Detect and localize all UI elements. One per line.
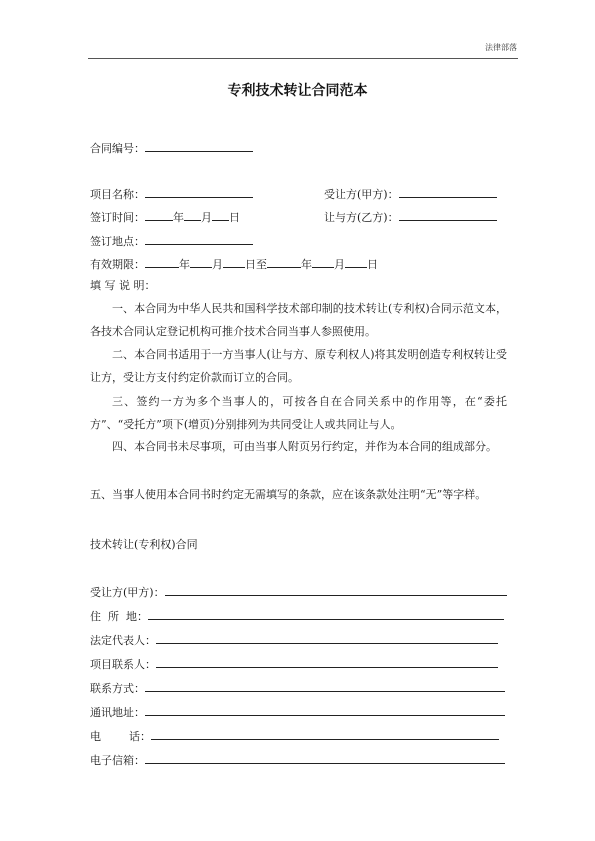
- header-divider: [88, 58, 518, 59]
- party-field-label: 联系方式：: [90, 682, 145, 695]
- sign-place-row: [90, 233, 253, 249]
- party-field-input[interactable]: [145, 752, 505, 764]
- party-field-input[interactable]: [165, 584, 507, 596]
- party-field-label: 受让方(甲方)：: [90, 586, 165, 599]
- validity-end-day-unit: 日: [367, 258, 378, 271]
- instruction-item-3: 三、签约一方为多个当事人的，可按各自在合同关系中的作用等，在“委托方”、“受托方”项下(增页)分别排列为共同受让人或共同让与人。: [90, 395, 507, 431]
- party-field-input[interactable]: [148, 608, 504, 620]
- instruction-item-1: 一、本合同为中华人民共和国科学技术部印制的技术转让(专利权)合同示范文本，各技术合同认定登记机构可推介技术合同当事人参照使用。: [90, 302, 507, 338]
- sign-month-unit: 月: [201, 211, 212, 224]
- party-field-input[interactable]: [145, 704, 505, 716]
- validity-start-month-unit: 月: [212, 258, 223, 271]
- page-title: 专利技术转让合同范本: [227, 83, 368, 99]
- instructions-heading: [90, 279, 156, 293]
- validity-end-month-unit: 月: [334, 258, 345, 271]
- party-field-label: 住 所 地：: [90, 610, 148, 623]
- contract-number-label: 合同编号：: [90, 142, 145, 155]
- party-field-row: [90, 632, 498, 648]
- party-field-input[interactable]: [156, 632, 498, 644]
- sign-day-unit: 日: [229, 211, 240, 224]
- transferee-label: 受让方(甲方)：: [324, 188, 399, 201]
- party-field-row: [90, 752, 505, 768]
- project-name-field[interactable]: [145, 186, 253, 198]
- party-field-row: [90, 728, 499, 744]
- instructions-heading-text: 填 写 说 明：: [90, 279, 156, 292]
- sign-place-label: 签订地点：: [90, 235, 145, 248]
- sign-time-label: 签订时间：: [90, 211, 145, 224]
- party-field-input[interactable]: [151, 728, 499, 740]
- validity-start-day-field[interactable]: [223, 256, 245, 268]
- sign-year-unit: 年: [173, 211, 184, 224]
- validity-to: 至: [256, 258, 267, 271]
- party-field-label: 电子信箱：: [90, 754, 145, 767]
- sign-month-field[interactable]: [184, 209, 201, 221]
- project-name-row: [90, 186, 253, 202]
- party-field-label: 电 话：: [90, 730, 151, 743]
- instruction-item-2: 二、本合同书适用于一方当事人(让与方、原专利权人)将其发明创造专利权转让受让方，受让方支付约定价款而订立的合同。: [90, 348, 507, 384]
- transferee-row: [324, 186, 497, 202]
- party-field-row: [90, 584, 507, 600]
- sign-time-row: [90, 209, 240, 225]
- project-name-label: 项目名称：: [90, 188, 145, 201]
- validity-end-day-field[interactable]: [345, 256, 367, 268]
- party-field-row: [90, 704, 505, 720]
- validity-end-year-unit: 年: [301, 258, 312, 271]
- validity-start-day-unit: 日: [245, 258, 256, 271]
- validity-label: 有效期限：: [90, 258, 145, 271]
- party-field-input[interactable]: [145, 680, 505, 692]
- party-field-row: [90, 608, 504, 624]
- party-field-label: 法定代表人：: [90, 634, 156, 647]
- instruction-item-5: 五、当事人使用本合同书时约定无需填写的条款，应在该条款处注明“无”等字样。: [90, 488, 487, 501]
- contract-number-field[interactable]: [145, 140, 253, 152]
- sign-place-field[interactable]: [145, 233, 253, 245]
- party-field-input[interactable]: [156, 656, 498, 668]
- party-field-row: [90, 680, 505, 696]
- sign-day-field[interactable]: [212, 209, 229, 221]
- party-field-row: [90, 656, 498, 672]
- instruction-item-4: 四、本合同书未尽事项，可由当事人附页另行约定，并作为本合同的组成部分。: [112, 440, 497, 453]
- contract-number-row: [90, 140, 253, 156]
- transferor-row: [324, 209, 497, 225]
- validity-end-year-field[interactable]: [267, 256, 301, 268]
- transferor-field[interactable]: [399, 209, 497, 221]
- validity-row: [90, 256, 378, 272]
- validity-start-year-unit: 年: [179, 258, 190, 271]
- transferor-label: 让与方(乙方)：: [324, 211, 399, 224]
- transferee-field[interactable]: [399, 186, 497, 198]
- sign-year-field[interactable]: [145, 209, 173, 221]
- header-note: 法律部落: [485, 43, 517, 52]
- contract-subtitle: 技术转让(专利权)合同: [90, 538, 198, 551]
- party-field-label: 通讯地址：: [90, 706, 145, 719]
- validity-start-month-field[interactable]: [190, 256, 212, 268]
- party-field-label: 项目联系人：: [90, 658, 156, 671]
- validity-start-year-field[interactable]: [145, 256, 179, 268]
- validity-end-month-field[interactable]: [312, 256, 334, 268]
